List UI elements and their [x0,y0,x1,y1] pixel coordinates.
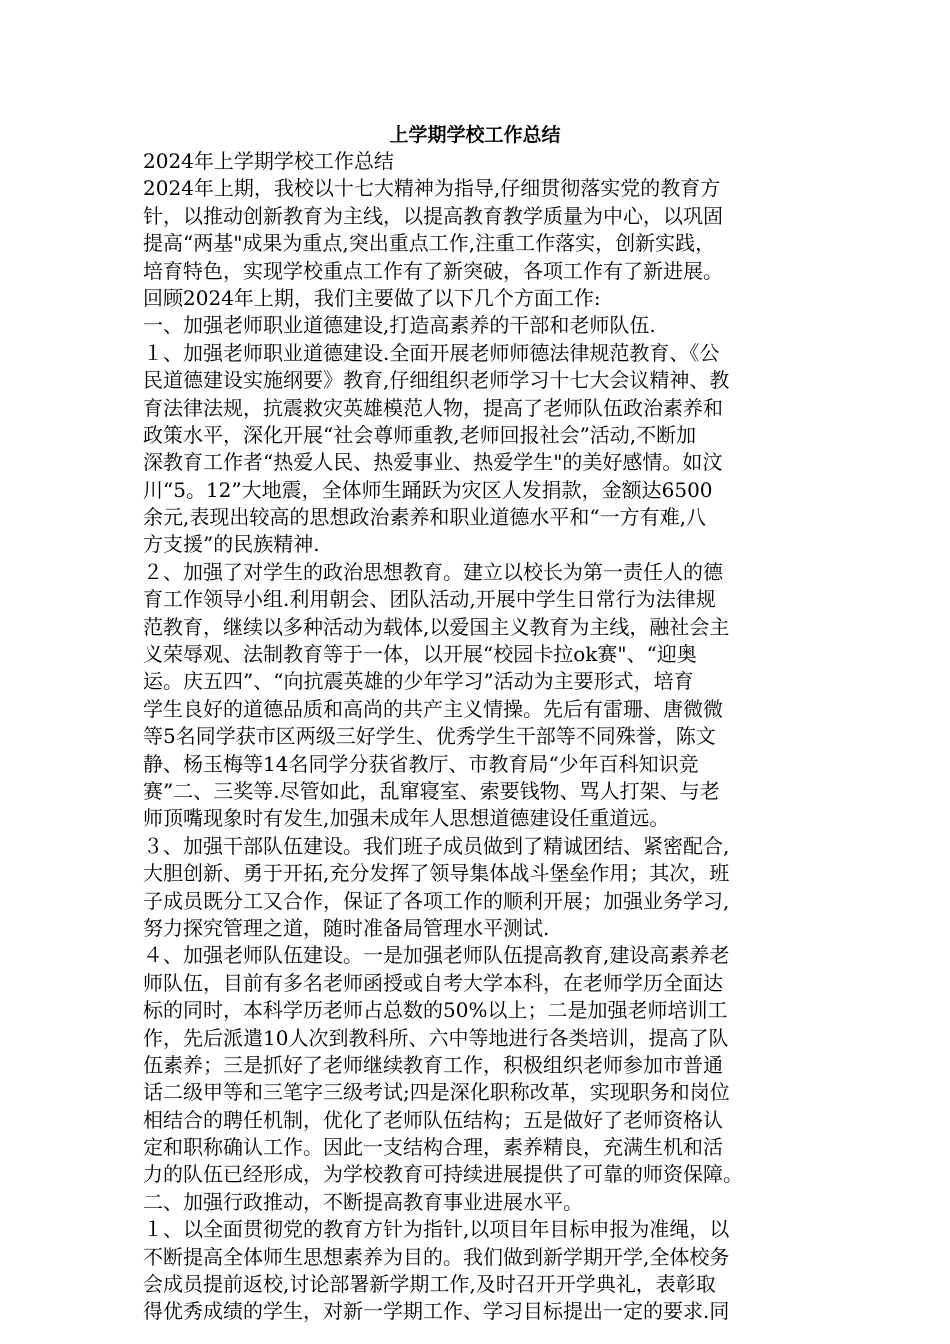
text-line: 2024年上学期学校工作总结 [143,149,394,173]
text-line: 会成员提前返校,讨论部署新学期工作,及时召开开学典礼，表彰取 [143,1272,716,1297]
text-line: １、以全面贯彻党的教育方针为指针,以项目年目标申报为准绳，以 [143,1217,730,1242]
document-title: 上学期学校工作总结 [389,124,561,146]
text-line: 余元,表现出较高的思想政治素养和职业道德水平和“一方有难,八 [143,505,706,530]
text-line: 力的队伍已经形成，为学校教育可持续进展提供了可靠的师资保障。 [143,1162,743,1187]
text-line: 师队伍，目前有多名老师函授或自考大学本科，在老师学历全面达 [143,970,723,995]
text-line: 针，以推动创新教育为主线，以提高教育教学质量为中心，以巩固 [143,203,723,228]
text-line: 努力探究管理之道，随时准备局管理水平测试. [143,915,550,940]
text-line: 不断提高全体师生思想素养为目的。我们做到新学期开学,全体校务 [143,1244,730,1269]
text-line: 相结合的聘任机制，优化了老师队伍结构；五是做好了老师资格认 [143,1107,723,1132]
text-line: 回顾2024年上期，我们主要做了以下几个方面工作: [143,285,601,310]
text-line: 义荣辱观、法制教育等于一体，以开展“校园卡拉ok赛"、“迎奥 [143,642,697,667]
text-line: 深教育工作者“热爱人民、热爱事业、热爱学生"的美好感情。如汶 [143,450,723,475]
text-line: 大胆创新、勇于开拓,充分发挥了领导集体战斗堡垒作用；其次，班 [143,861,730,886]
text-line: 标的同时，本科学历老师占总数的50%以上；二是加强老师培训工 [143,998,728,1023]
text-line: 2024年上期，我校以十七大精神为指导,仔细贯彻落实党的教育方 [143,176,721,201]
text-line: 作，先后派遣10人次到教科所、六中等地进行各类培训，提高了队 [143,1025,729,1050]
text-line: 学生良好的道德品质和高尚的共产主义情操。先后有雷珊、唐微微 [143,696,723,721]
text-line: 运。庆五四”、“向抗震英雄的少年学习”活动为主要形式，培育 [143,669,694,694]
text-line: 等5名同学获市区两级三好学生、优秀学生干部等不同殊誉，陈文 [143,724,716,749]
text-line: 二、加强行政推动，不断提高教育事业进展水平。 [143,1189,583,1214]
text-line: 伍素养；三是抓好了老师继续教育工作，积极组织老师参加市普通 [143,1052,723,1077]
text-line: 得优秀成绩的学生，对新一学期工作、学习目标提出一定的要求.同 [143,1299,730,1324]
text-line: 培育特色，实现学校重点工作有了新突破，各项工作有了新进展。 [143,258,723,283]
text-line: 话二级甲等和三笔字三级考试;四是深化职称改革，实现职务和岗位 [143,1080,730,1105]
text-line: 子成员既分工又合作，保证了各项工作的顺利开展；加强业务学习, [143,888,730,913]
text-line: 川“5。12”大地震，全体师生踊跃为灾区人发捐款，金额达6500 [143,477,713,502]
text-line: 范教育，继续以多种活动为载体,以爱国主义教育为主线，融社会主 [143,614,730,639]
text-line: 方支援”的民族精神. [143,532,320,557]
text-line: 师顶嘴现象时有发生,加强未成年人思想道德建设任重道远。 [143,806,670,831]
text-line: 定和职称确认工作。因此一支结构合理，素养精良，充满生机和活 [143,1135,723,1160]
text-line: ２、加强了对学生的政治思想教育。建立以校长为第一责任人的德 [143,559,723,584]
text-line: １、加强老师职业道德建设.全面开展老师师德法律规范教育、《公 [143,340,720,365]
text-line: ４、加强老师队伍建设。一是加强老师队伍提高教育,建设高素养老 [143,943,730,968]
text-line: 民道德建设实施纲要》教育,仔细组织老师学习十七大会议精神、教 [143,368,730,393]
text-line: 提高“两基"成果为重点,突出重点工作,注重工作落实，创新实践， [143,231,716,256]
document-body [143,148,815,1326]
text-line: 政策水平，深化开展“社会尊师重教,老师回报社会”活动,不断加 [143,422,697,447]
text-line: 一、加强老师职业道德建设,打造高素养的干部和老师队伍. [143,313,656,338]
text-line: 育法律法规，抗震救灾英雄模范人物，提高了老师队伍政治素养和 [143,395,723,420]
text-line: 育工作领导小组.利用朝会、团队活动,开展中学生日常行为法律规 [143,587,716,612]
text-line: 静、杨玉梅等14名同学分获省教厅、市教育局“少年百科知识竞 [143,751,699,776]
text-line: 赛”二、三奖等.尽管如此，乱窜寝室、索要钱物、骂人打架、与老 [143,778,720,803]
text-line: ３、加强干部队伍建设。我们班子成员做到了精诚团结、紧密配合, [143,833,730,858]
